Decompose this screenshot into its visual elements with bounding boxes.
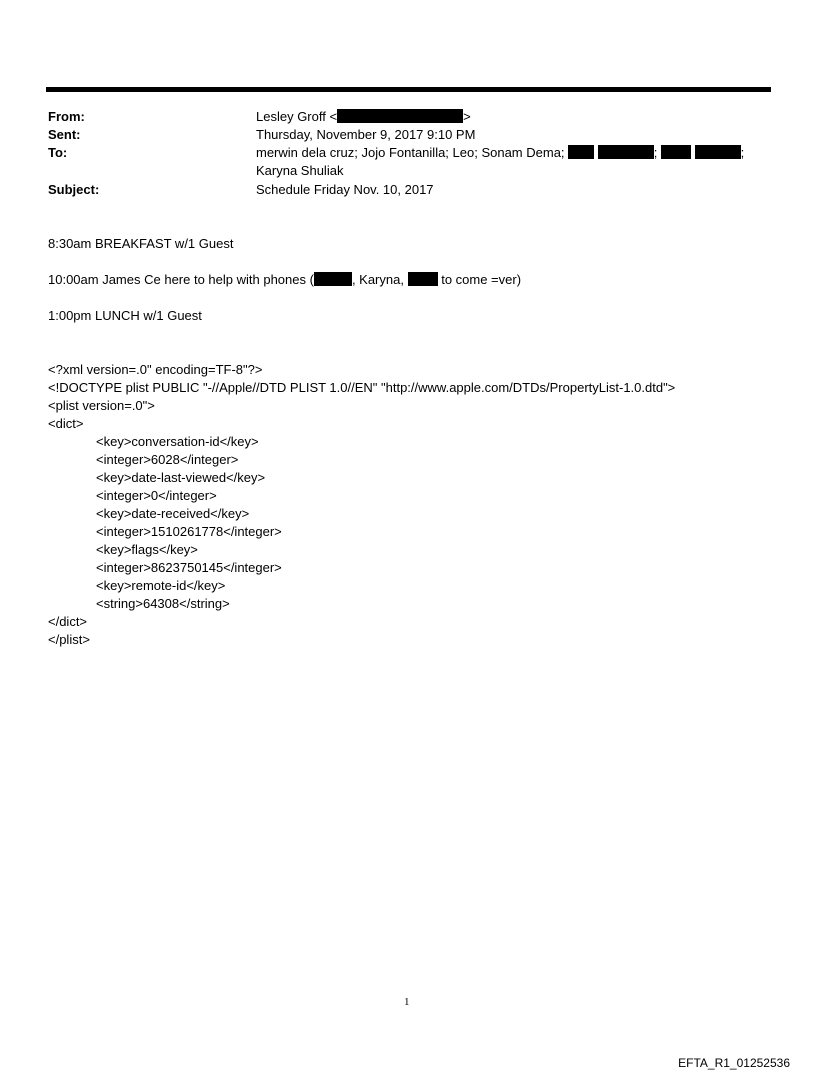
redaction-block xyxy=(314,272,352,286)
xml-line: <key>flags</key> xyxy=(96,542,198,557)
from-name: Lesley Groff < xyxy=(256,109,338,124)
xml-line: </dict> xyxy=(48,614,88,629)
subject-value: Schedule Friday Nov. 10, 2017 xyxy=(256,182,434,197)
xml-line: <!DOCTYPE plist PUBLIC "-//Apple//DTD PLIST 1.0//EN" "http://www.apple.com/DTDs/PropertyList-1.0.dtd"> xyxy=(48,380,676,395)
redaction-block xyxy=(408,272,438,286)
to-value-continued: Karyna Shuliak xyxy=(256,163,344,178)
schedule-line-breakfast: 8:30am BREAKFAST w/1 Guest xyxy=(48,236,234,251)
phones-text-b: , Karyna, xyxy=(351,272,404,287)
sent-label: Sent: xyxy=(48,127,81,142)
to-value: merwin dela cruz; Jojo Fontanilla; Leo; Sonam Dema; ; ; xyxy=(256,145,745,160)
xml-line: <integer>1510261778</integer> xyxy=(96,524,282,539)
from-close: > xyxy=(463,109,471,124)
sent-value: Thursday, November 9, 2017 9:10 PM xyxy=(256,127,476,142)
xml-line: <integer>8623750145</integer> xyxy=(96,560,282,575)
redaction-block xyxy=(598,145,654,159)
to-label: To: xyxy=(48,145,68,160)
phones-text-a: 10:00am James Ce here to help with phones ( xyxy=(48,272,314,287)
xml-line: <dict> xyxy=(48,416,84,431)
redaction-block xyxy=(337,109,463,123)
redaction-block xyxy=(568,145,594,159)
to-recipients: merwin dela cruz; Jojo Fontanilla; Leo; Sonam Dema; xyxy=(256,145,565,160)
xml-line: <integer>0</integer> xyxy=(96,488,217,503)
xml-line: <key>date-last-viewed</key> xyxy=(96,470,266,485)
schedule-line-phones xyxy=(48,272,521,287)
document-id: EFTA_R1_01252536 xyxy=(678,1056,790,1070)
header-rule xyxy=(46,87,771,92)
xml-line: <integer>6028</integer> xyxy=(96,452,239,467)
redaction-block xyxy=(661,145,691,159)
xml-line: <?xml version=.0" encoding=TF-8"?> xyxy=(48,362,263,377)
xml-line: <key>remote-id</key> xyxy=(96,578,226,593)
xml-line: <string>64308</string> xyxy=(96,596,230,611)
subject-label: Subject: xyxy=(48,182,100,197)
schedule-line-lunch: 1:00pm LUNCH w/1 Guest xyxy=(48,308,202,323)
from-label: From: xyxy=(48,109,85,124)
phones-text-c: to come =ver) xyxy=(437,272,522,287)
xml-line: <key>date-received</key> xyxy=(96,506,250,521)
xml-line: <key>conversation-id</key> xyxy=(96,434,259,449)
redaction-block xyxy=(695,145,741,159)
from-value xyxy=(256,109,471,124)
xml-line: </plist> xyxy=(48,632,90,647)
page-number: 1 xyxy=(404,996,410,1008)
xml-line: <plist version=.0"> xyxy=(48,398,155,413)
